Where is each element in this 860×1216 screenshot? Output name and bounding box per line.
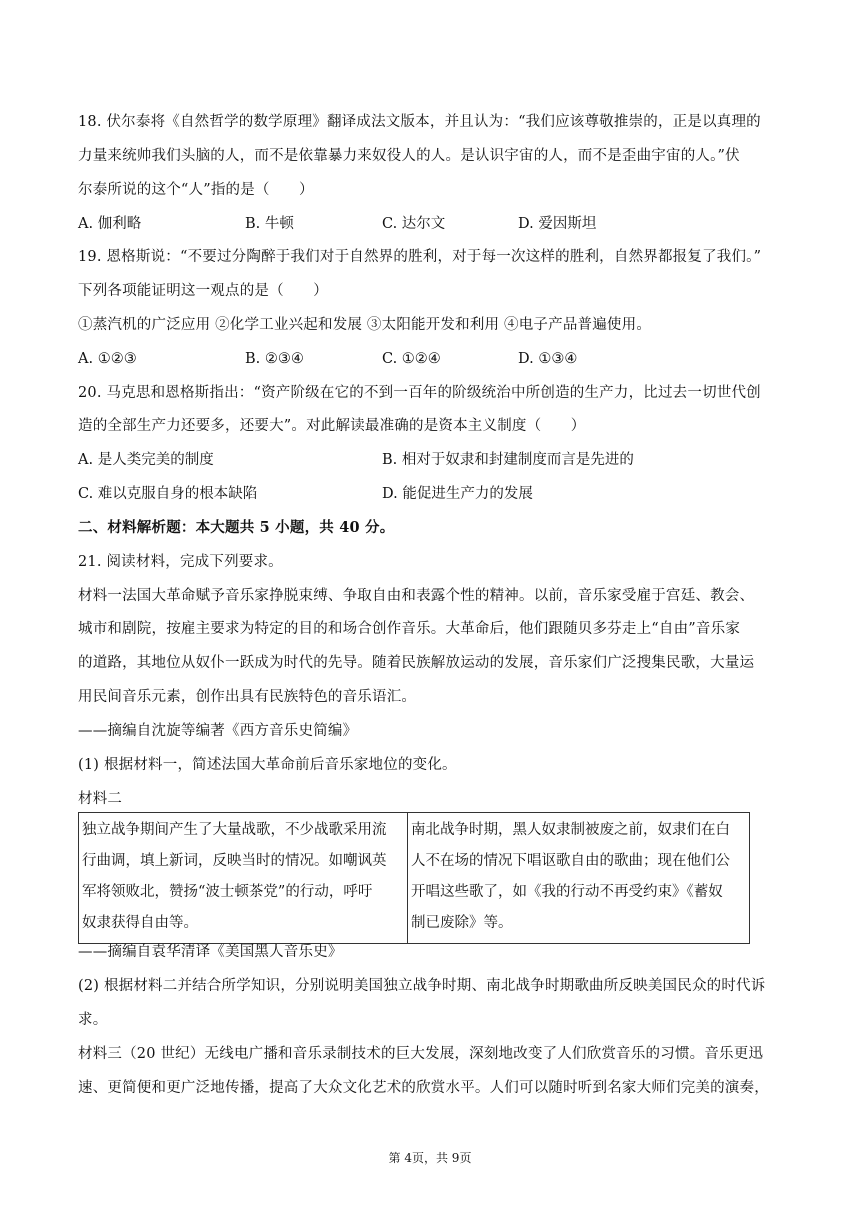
- q21-material2-label: 材料二: [78, 791, 123, 807]
- q21-source-2: ——摘编自袁华清译《美国黑人音乐史》: [78, 944, 343, 960]
- q21-intro: 21. 阅读材料，完成下列要求。: [78, 554, 283, 570]
- material2-table: [78, 812, 750, 944]
- q18-option-b: B. 牛顿: [245, 216, 294, 232]
- q21-material3-line-2: 速、更简便和更广泛地传播，提高了大众文化艺术的欣赏水平。人们可以随时听到名家大师们完美的演奏，: [78, 1080, 769, 1096]
- q21-source-1: ——摘编自沈旋等编著《西方音乐史简编》: [78, 723, 358, 739]
- q19-option-a: A. ①②③: [78, 351, 137, 367]
- q20-stem-line-1: 20. 马克思和恩格斯指出：“资产阶级在它的不到一百年的阶级统治中所创造的生产力，比过去一切世代创: [78, 385, 761, 401]
- table-cell-line: 南北战争时期，黑人奴隶制被废之前，奴隶们在白: [411, 822, 730, 838]
- q18-option-c: C. 达尔文: [382, 216, 446, 232]
- q21-material1-line-3: 的道路，其地位从奴仆一跃成为时代的先导。随着民族解放运动的发展，音乐家们广泛搜集民歌，大量运: [78, 655, 755, 671]
- q21-sub-question-2-line-1: (2) 根据材料二并结合所学知识，分别说明美国独立战争时期、南北战争时期歌曲所反映美国民众的时代诉: [78, 978, 766, 994]
- q19-stem-line-2: 下列各项能证明这一观点的是（ ）: [78, 283, 328, 299]
- q19-option-c: C. ①②④: [382, 351, 441, 367]
- table-cell-line: 制已废除》等。: [411, 915, 513, 931]
- table-row: [79, 813, 750, 944]
- q18-option-d: D. 爱因斯坦: [518, 216, 597, 232]
- table-cell-line: 军将领败北，赞扬“波士顿茶党”的行动，呼吁: [82, 884, 373, 900]
- q21-sub-question-1: (1) 根据材料一，简述法国大革命前后音乐家地位的变化。: [78, 757, 457, 773]
- table-cell-line: 独立战争期间产生了大量战歌，不少战歌采用流: [82, 822, 387, 838]
- q19-option-d: D. ①③④: [518, 351, 578, 367]
- q21-material3-line-1: 材料三（20 世纪）无线电广播和音乐录制技术的巨大发展，深刻地改变了人们欣赏音乐的习惯。音乐更迅: [78, 1046, 764, 1062]
- q18-stem-line-1: 18. 伏尔泰将《自然哲学的数学原理》翻译成法文版本，并且认为：“我们应该尊敬推崇的，正是以真理的: [78, 114, 761, 130]
- section-2-title: 二、材料解析题：本大题共 5 小题，共 40 分。: [78, 519, 395, 536]
- material2-left-cell: [79, 813, 408, 944]
- q21-material1-line-2: 城市和剧院，按雇主要求为特定的目的和场合创作音乐。大革命后，他们跟随贝多芬走上“自由”音乐家: [78, 621, 741, 637]
- q20-option-d: D. 能促进生产力的发展: [382, 486, 533, 502]
- table-cell-line: 人不在场的情况下唱讴歌自由的歌曲；现在他们公: [411, 853, 730, 869]
- q18-stem-line-3: 尔泰所说的这个“人”指的是（ ）: [78, 182, 314, 198]
- q21-material1-line-4: 用民间音乐元素，创作出具有民族特色的音乐语汇。: [78, 689, 417, 705]
- q18-stem-line-2: 力量来统帅我们头脑的人，而不是依靠暴力来奴役人的人。是认识宇宙的人，而不是歪曲宇宙的人。”伏: [78, 148, 740, 164]
- q20-option-b: B. 相对于奴隶和封建制度而言是先进的: [382, 452, 634, 468]
- q19-option-b: B. ②③④: [245, 351, 304, 367]
- q19-stem-line-3: ①蒸汽机的广泛应用 ②化学工业兴起和发展 ③太阳能开发和利用 ④电子产品普遍使用。: [78, 317, 652, 333]
- q18-option-a: A. 伽利略: [78, 216, 142, 232]
- material2-right-cell: [408, 813, 750, 944]
- table-cell-line: 开唱这些歌了，如《我的行动不再受约束》《蓄奴: [411, 884, 723, 900]
- table-cell-line: 奴隶获得自由等。: [82, 915, 198, 931]
- q21-material1-line-1: 材料一法国大革命赋予音乐家挣脱束缚、争取自由和表露个性的精神。以前，音乐家受雇于宫廷、教会、: [78, 588, 755, 604]
- q20-stem-line-2: 造的全部生产力还要多，还要大”。对此解读最准确的是资本主义制度（ ）: [78, 418, 586, 434]
- q20-option-a: A. 是人类完美的制度: [78, 452, 214, 468]
- q21-sub-question-2-line-2: 求。: [78, 1012, 108, 1028]
- page-footer: 第 4页，共 9页: [388, 1151, 472, 1165]
- q20-option-c: C. 难以克服自身的根本缺陷: [78, 486, 258, 502]
- q19-stem-line-1: 19. 恩格斯说：“不要过分陶醉于我们对于自然界的胜利，对于每一次这样的胜利，自然界都报复了我们。”: [78, 249, 762, 265]
- table-cell-line: 行曲调，填上新词，反映当时的情况。如嘲讽英: [82, 853, 387, 869]
